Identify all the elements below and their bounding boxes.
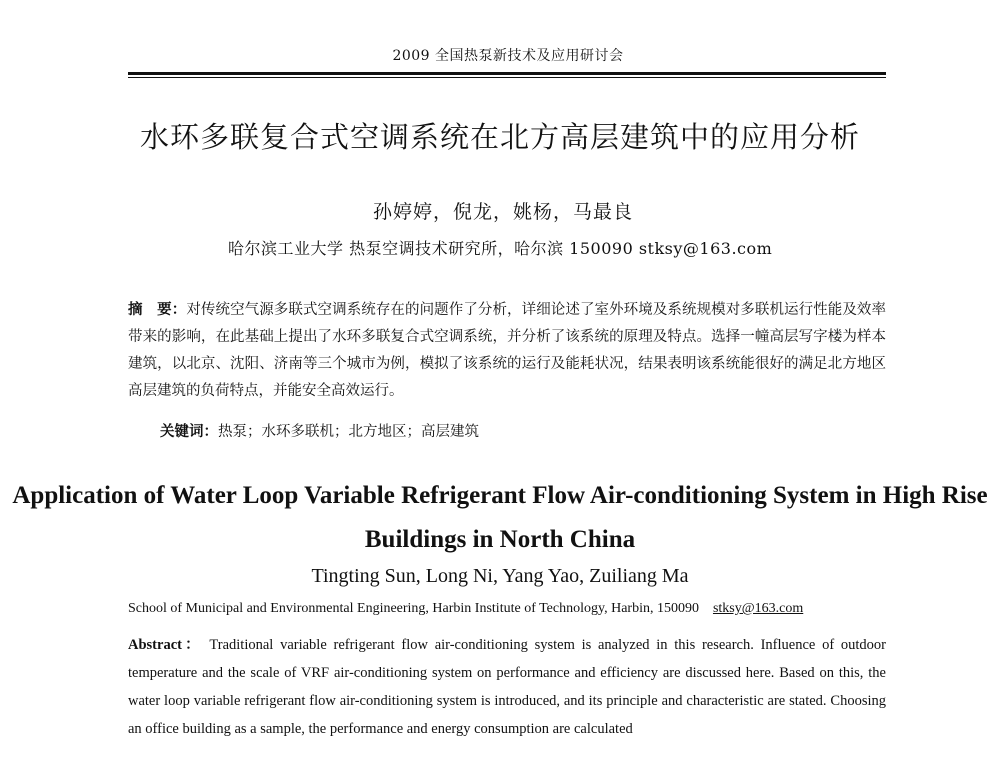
en-abstract-label: Abstract： bbox=[128, 637, 203, 653]
cn-abstract-text: 对传统空气源多联式空调系统存在的问题作了分析，详细论述了室外环境及系统规模对多联机运行性能及效率带来的影响，在此基础上提出了水环多联复合式空调系统，并分析了该系统的原理及特点。选择一幢高层写字楼为样本建筑，以北京、沈阳、济南等三个城市为例，模拟了该系统的运行及能耗状况，结果表明该系统能很好的满足北方地区高层建筑的负荷特点，并能安全高效运行。 bbox=[128, 302, 887, 399]
cn-abstract bbox=[128, 296, 886, 405]
en-authors: Tingting Sun, Long Ni, Yang Yao, Zuiliang Ma bbox=[311, 565, 689, 587]
header-rule-thin bbox=[128, 77, 886, 78]
en-abstract bbox=[128, 631, 886, 743]
en-affiliation bbox=[128, 599, 888, 619]
cn-keywords-text: 热泵；水环多联机；北方地区；高层建筑 bbox=[218, 424, 479, 440]
en-email-link[interactable]: stksy@163.com bbox=[712, 601, 804, 616]
en-affiliation-text: School of Municipal and Environmental Engineering, Harbin Institute of Technology, Harbin, 150090 bbox=[128, 601, 699, 616]
en-title: Application of Water Loop Variable Refrigerant Flow Air-conditioning System in High Rise Buildings in North China bbox=[12, 482, 988, 553]
cn-authors: 孙婷婷，倪龙，姚杨，马最良 bbox=[373, 201, 634, 223]
cn-title: 水环多联复合式空调系统在北方高层建筑中的应用分析 bbox=[139, 120, 860, 154]
cn-affiliation: 哈尔滨工业大学 热泵空调技术研究所，哈尔滨 150090 stksy@163.com bbox=[228, 239, 773, 258]
conference-header: 2009 全国热泵新技术及应用研讨会 bbox=[392, 48, 624, 64]
header-rule-thick bbox=[128, 72, 886, 75]
cn-abstract-label: 摘 要： bbox=[128, 301, 187, 318]
en-abstract-text: Traditional variable refrigerant flow air-conditioning system is analyzed in this research. Influence of outdoor temperature and the scale of VRF air-conditioning system on performance and efficiency are discussed here. Based on this, the water loop variable refrigerant flow air-conditioning system is introduced, and its principle and characteristic are stated. Choosing an office building as a sample, the performance and energy consumption are calculated bbox=[128, 637, 886, 737]
cn-keywords bbox=[160, 419, 479, 445]
cn-keywords-label: 关键词： bbox=[160, 423, 218, 440]
